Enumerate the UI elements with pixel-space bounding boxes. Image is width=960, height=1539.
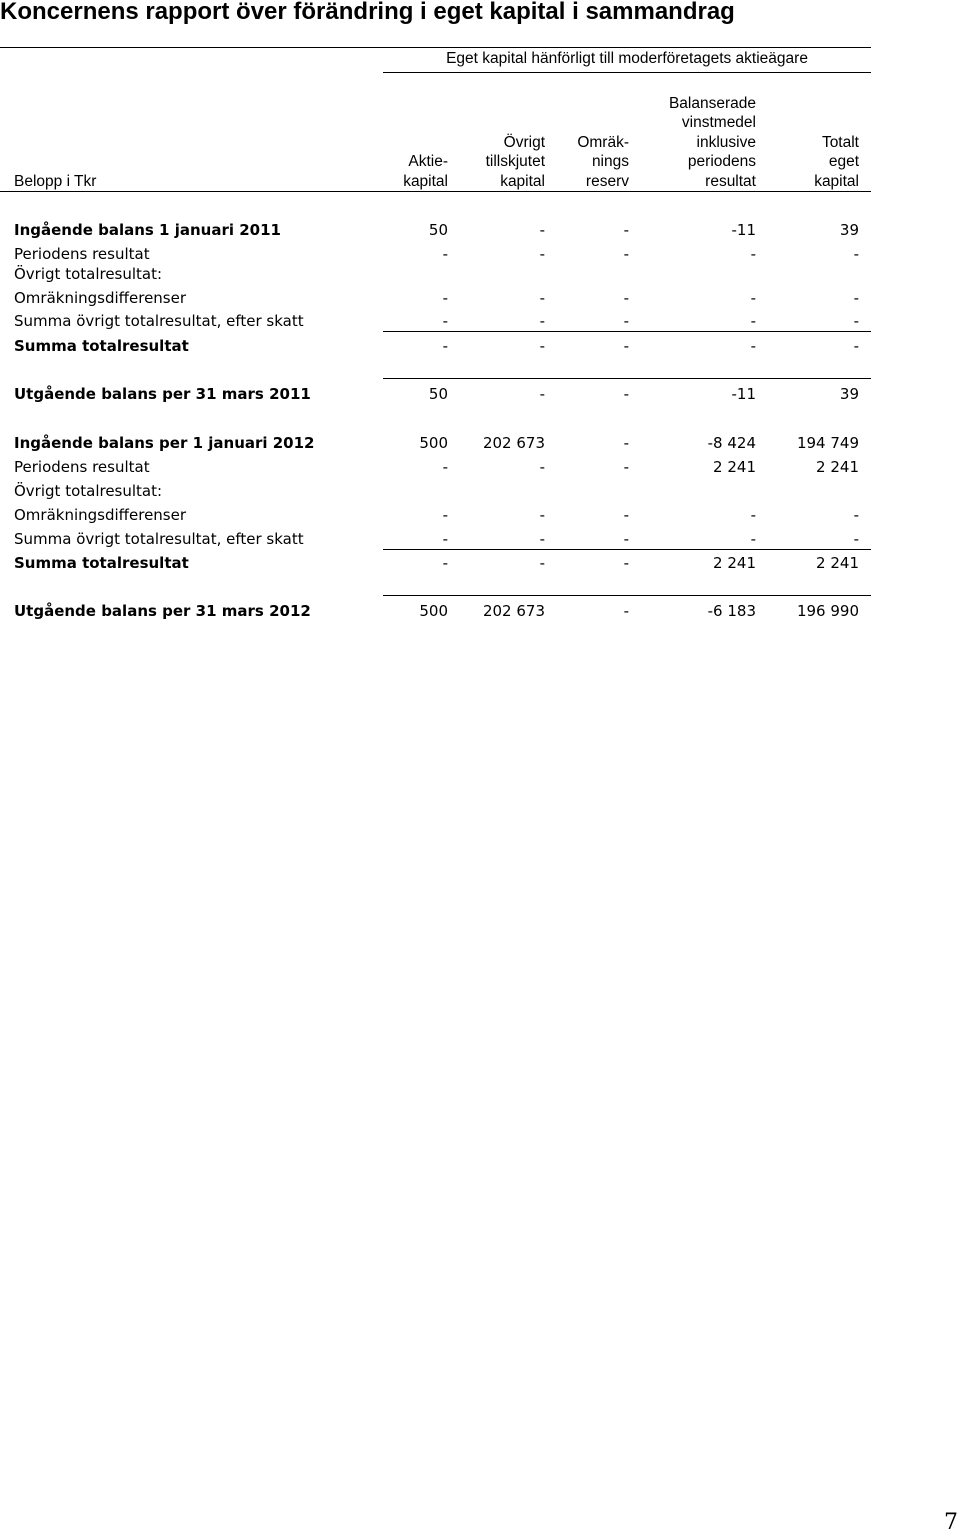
cell-totalt: - (853, 289, 859, 307)
cell-totalt: - (853, 312, 859, 330)
table-row (0, 244, 960, 264)
cell-omrakningsreserv: - (623, 458, 629, 476)
cell-totalt: - (853, 506, 859, 524)
subtotal-rule (383, 549, 871, 550)
cell-aktiekapital: - (442, 554, 448, 572)
cell-totalt: 2 241 (816, 554, 859, 572)
row-label: Periodens resultat (14, 245, 150, 263)
row-label: Summa övrigt totalresultat, efter skatt (14, 312, 304, 330)
cell-ovrigt-tillskjutet: - (539, 312, 545, 330)
cell-aktiekapital: - (442, 337, 448, 355)
cell-aktiekapital: 50 (428, 385, 448, 403)
cell-ovrigt-tillskjutet: - (539, 337, 545, 355)
cell-balanserade: - (750, 245, 756, 263)
cell-totalt: 194 749 (796, 434, 859, 452)
cell-balanserade: - (750, 337, 756, 355)
group-header: Eget kapital hänförligt till moderföretagets aktieägare (446, 50, 808, 67)
cell-aktiekapital: 500 (419, 602, 448, 620)
cell-omrakningsreserv: - (623, 245, 629, 263)
cell-ovrigt-tillskjutet: - (539, 530, 545, 548)
cell-aktiekapital: - (442, 312, 448, 330)
cell-balanserade: -6 183 (707, 602, 756, 620)
cell-ovrigt-tillskjutet: - (539, 221, 545, 239)
column-header-label: Belopp i Tkr (14, 172, 97, 190)
column-header-ovrigt-tillskjutet: Övrigt tillskjutet kapital (485, 133, 545, 190)
row-label: Övrigt totalresultat: (14, 482, 163, 500)
cell-balanserade: -8 424 (707, 434, 756, 452)
table-row (0, 433, 960, 453)
cell-ovrigt-tillskjutet: - (539, 506, 545, 524)
cell-ovrigt-tillskjutet: - (539, 385, 545, 403)
cell-aktiekapital: 50 (428, 221, 448, 239)
cell-omrakningsreserv: - (623, 530, 629, 548)
cell-ovrigt-tillskjutet: 202 673 (482, 434, 545, 452)
page-number: 7 (944, 1510, 958, 1535)
cell-balanserade: 2 241 (713, 458, 756, 476)
table-row (0, 457, 960, 477)
cell-omrakningsreserv: - (623, 602, 629, 620)
table-row (0, 220, 960, 240)
total-rule (383, 378, 871, 379)
column-header-totalt-eget-kapital: Totalt eget kapital (814, 133, 859, 190)
cell-balanserade: 2 241 (713, 554, 756, 572)
cell-omrakningsreserv: - (623, 385, 629, 403)
table-row (0, 384, 960, 404)
cell-balanserade: -11 (731, 385, 756, 403)
cell-aktiekapital: - (442, 289, 448, 307)
cell-ovrigt-tillskjutet: 202 673 (482, 602, 545, 620)
table-row (0, 553, 960, 573)
cell-totalt: 39 (839, 385, 859, 403)
cell-omrakningsreserv: - (623, 554, 629, 572)
row-label: Periodens resultat (14, 458, 150, 476)
cell-ovrigt-tillskjutet: - (539, 245, 545, 263)
cell-aktiekapital: - (442, 506, 448, 524)
row-label: Summa totalresultat (14, 337, 189, 355)
cell-totalt: 39 (839, 221, 859, 239)
table-row (0, 481, 960, 501)
column-header-balanserade-vinstmedel: Balanserade vinstmedel inklusive periodens resultat (668, 94, 756, 190)
cell-omrakningsreserv: - (623, 289, 629, 307)
row-label: Utgående balans per 31 mars 2012 (14, 602, 311, 620)
page-title: Koncernens rapport över förändring i eget kapital i sammandrag (0, 0, 735, 25)
table-row (0, 288, 960, 308)
table-row (0, 505, 960, 525)
total-rule (383, 595, 871, 596)
cell-aktiekapital: - (442, 530, 448, 548)
row-label: Summa totalresultat (14, 554, 189, 572)
cell-omrakningsreserv: - (623, 434, 629, 452)
header-bottom-rule (0, 191, 871, 192)
cell-ovrigt-tillskjutet: - (539, 458, 545, 476)
row-label: Omräkningsdifferenser (14, 506, 187, 524)
cell-totalt: - (853, 337, 859, 355)
column-header-omrakningsreserv: Omräk- nings reserv (577, 133, 629, 190)
table-row (0, 529, 960, 549)
cell-totalt: - (853, 530, 859, 548)
table-row (0, 264, 960, 284)
cell-totalt: - (853, 245, 859, 263)
row-label: Ingående balans 1 januari 2011 (14, 221, 281, 239)
row-label: Övrigt totalresultat: (14, 265, 163, 283)
cell-aktiekapital: 500 (419, 434, 448, 452)
cell-omrakningsreserv: - (623, 337, 629, 355)
row-label: Summa övrigt totalresultat, efter skatt (14, 530, 304, 548)
table-row (0, 601, 960, 621)
cell-totalt: 2 241 (816, 458, 859, 476)
cell-omrakningsreserv: - (623, 506, 629, 524)
row-label: Omräkningsdifferenser (14, 289, 187, 307)
row-label: Utgående balans per 31 mars 2011 (14, 385, 311, 403)
cell-ovrigt-tillskjutet: - (539, 289, 545, 307)
cell-balanserade: -11 (731, 221, 756, 239)
group-header-rule (383, 72, 871, 73)
cell-balanserade: - (750, 506, 756, 524)
header-top-rule (0, 47, 871, 48)
cell-balanserade: - (750, 530, 756, 548)
subtotal-rule (383, 331, 871, 332)
cell-balanserade: - (750, 289, 756, 307)
cell-aktiekapital: - (442, 458, 448, 476)
row-label: Ingående balans per 1 januari 2012 (14, 434, 315, 452)
table-row (0, 311, 960, 331)
cell-omrakningsreserv: - (623, 221, 629, 239)
cell-aktiekapital: - (442, 245, 448, 263)
column-header-aktiekapital: Aktie- kapital (403, 153, 448, 190)
cell-totalt: 196 990 (796, 602, 859, 620)
cell-omrakningsreserv: - (623, 312, 629, 330)
cell-ovrigt-tillskjutet: - (539, 554, 545, 572)
table-row (0, 336, 960, 356)
cell-balanserade: - (750, 312, 756, 330)
